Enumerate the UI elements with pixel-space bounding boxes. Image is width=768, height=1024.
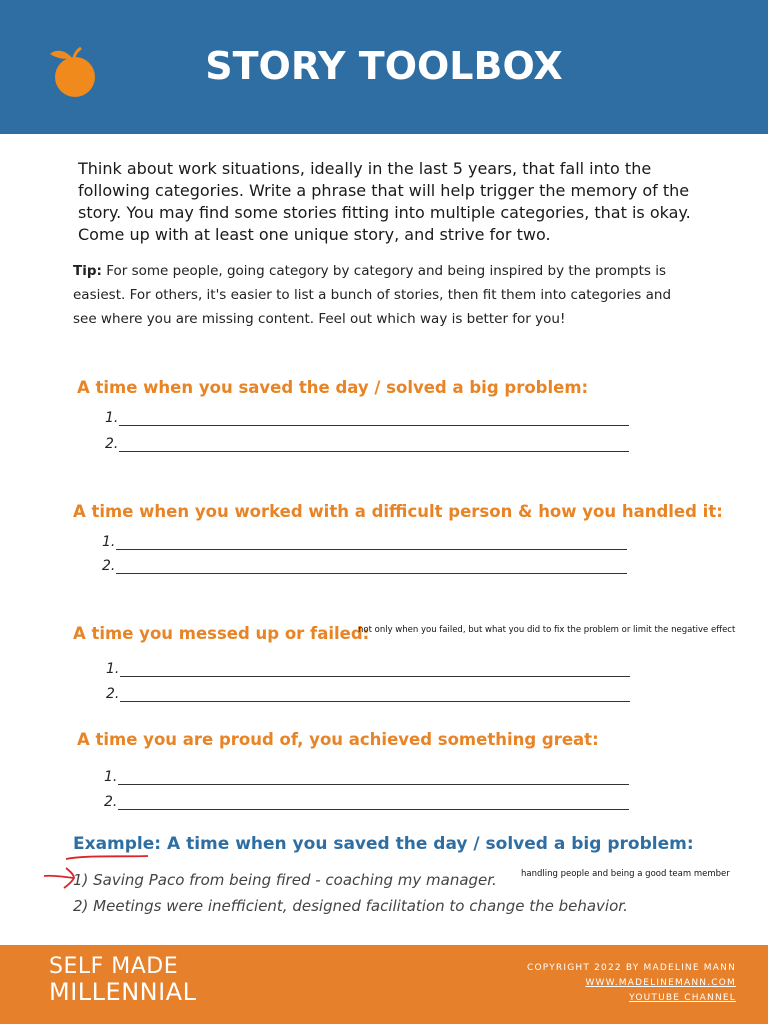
tip-label: Tip: bbox=[73, 263, 102, 279]
intro-paragraph: Think about work situations, ideally in the last 5 years, that fall into the following categories. Write a phrase that will help trigger the memory of the story. You may find some stories fitting into multiple categories, that is okay. Come up with at least one unique story, and strive for two. bbox=[78, 159, 691, 244]
line-number: 2. bbox=[104, 794, 118, 810]
line-number: 2. bbox=[106, 686, 120, 702]
page-title: STORY TOOLBOX bbox=[205, 44, 563, 88]
section-heading-messed-up: A time you messed up or failed: bbox=[73, 624, 370, 643]
youtube-link[interactable]: YOUTUBE CHANNEL bbox=[629, 993, 736, 1003]
example-line-2: 2) Meetings were inefficient, designed facilitation to change the behavior. bbox=[73, 897, 628, 915]
answer-line[interactable] bbox=[102, 534, 627, 550]
tip-text: For some people, going category by category and being inspired by the prompts is easiest. For others, it's easier to list a bunch of stories, then fit them into categories and see where you are missing content. Feel out which way is better for you! bbox=[73, 263, 672, 327]
example-line-1: 1) Saving Paco from being fired - coaching my manager. bbox=[73, 871, 497, 889]
answer-line[interactable] bbox=[102, 558, 627, 574]
section-heading-proud-of: A time you are proud of, you achieved something great: bbox=[77, 730, 599, 749]
answer-line[interactable] bbox=[106, 661, 630, 677]
line-number: 2. bbox=[102, 558, 116, 574]
answer-line[interactable] bbox=[106, 686, 630, 702]
section-heading-difficult-person: A time when you worked with a difficult person & how you handled it: bbox=[73, 502, 723, 521]
example-line-1-note: handling people and being a good team member bbox=[521, 869, 730, 879]
section-note: not only when you failed, but what you did to fix the problem or limit the negative effect bbox=[358, 625, 736, 635]
example-heading: Example: A time when you saved the day / solved a big problem: bbox=[73, 834, 694, 854]
brand-name-line2: MILLENNIAL bbox=[49, 978, 197, 1006]
answer-line[interactable] bbox=[105, 436, 629, 452]
answer-line[interactable] bbox=[104, 769, 629, 785]
line-number: 2. bbox=[105, 436, 119, 452]
copyright-text: COPYRIGHT 2022 BY MADELINE MANN bbox=[527, 963, 736, 973]
line-number: 1. bbox=[104, 769, 118, 785]
tip-paragraph bbox=[73, 259, 683, 331]
website-link[interactable]: WWW.MADELINEMANN.COM bbox=[585, 978, 736, 988]
line-number: 1. bbox=[102, 534, 116, 550]
answer-line[interactable] bbox=[105, 410, 629, 426]
answer-line[interactable] bbox=[104, 794, 629, 810]
line-number: 1. bbox=[105, 410, 119, 426]
brand-name-line1: SELF MADE bbox=[49, 954, 179, 979]
line-number: 1. bbox=[106, 661, 120, 677]
section-heading-saved-day: A time when you saved the day / solved a big problem: bbox=[77, 378, 589, 397]
